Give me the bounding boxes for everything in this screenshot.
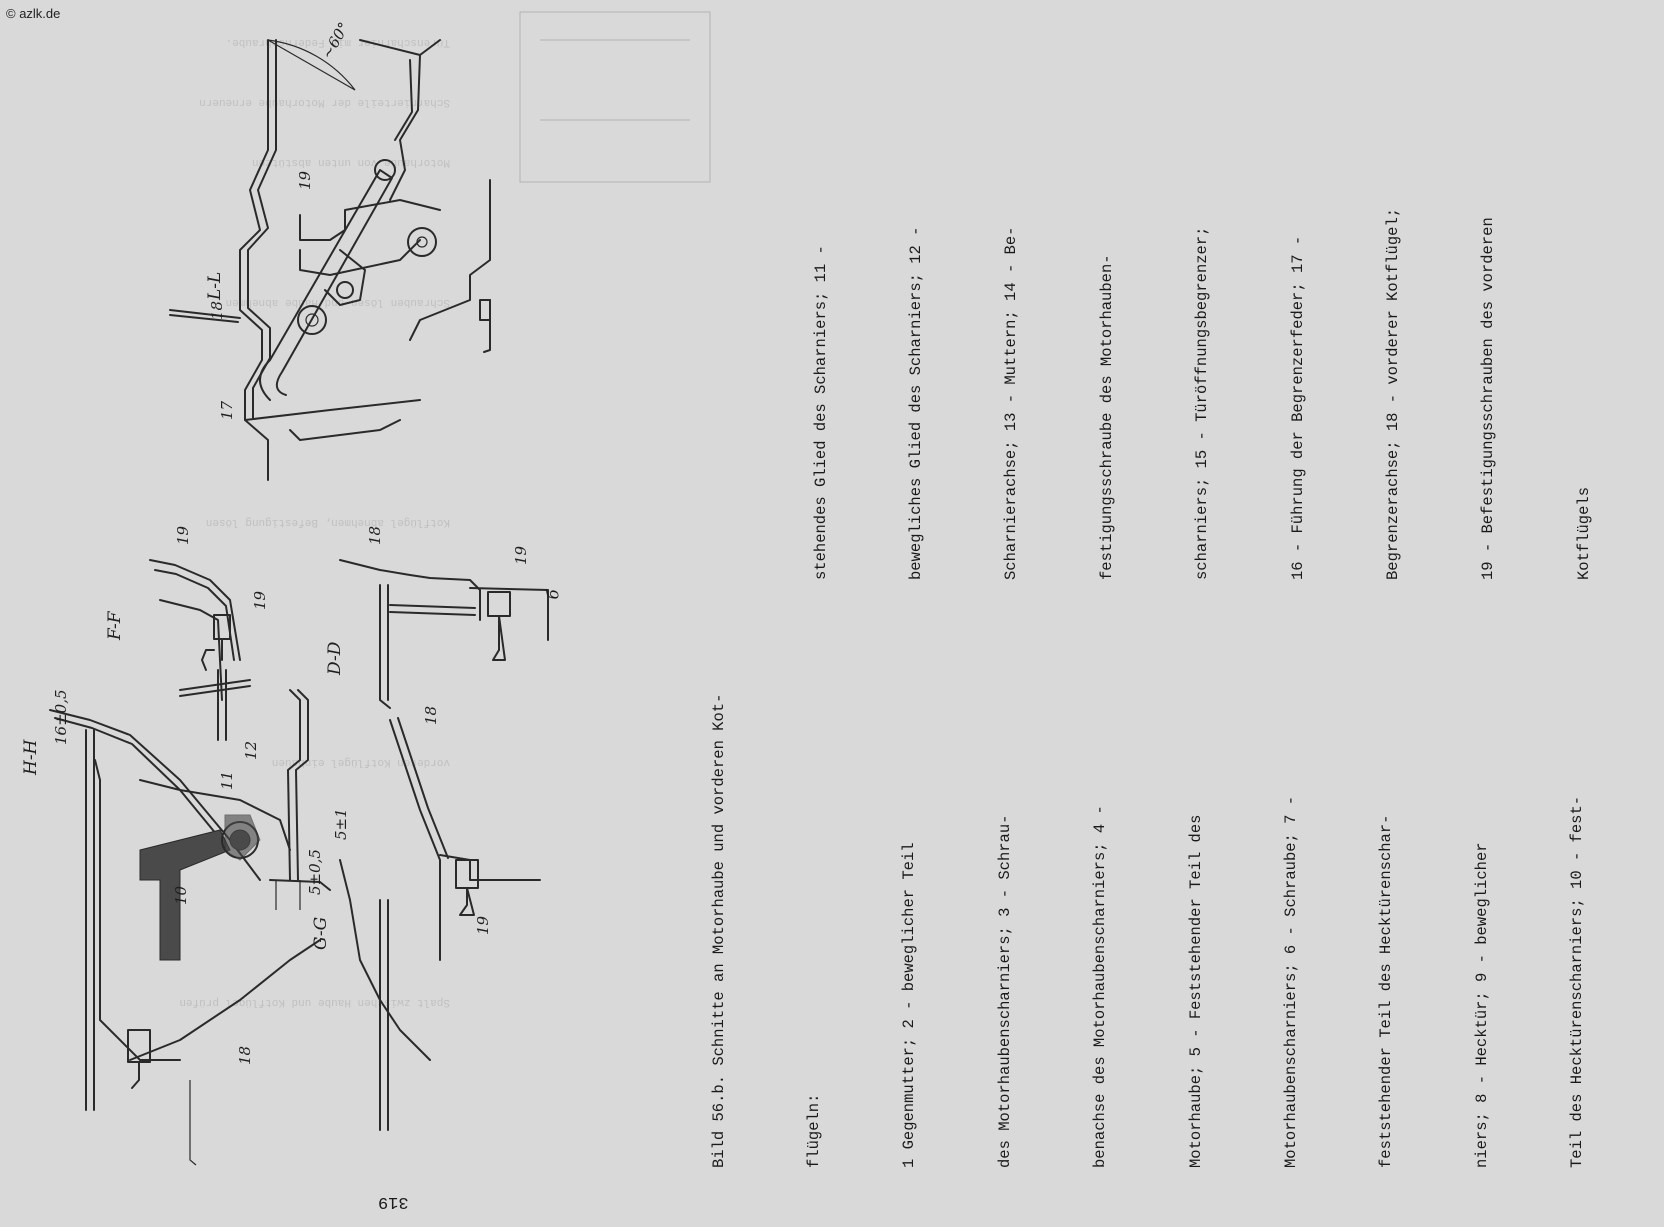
svg-text:Schrauben lösen und Haube abne: Schrauben lösen und Haube abnehmen: [225, 296, 450, 308]
caption-line: bewegliches Glied des Scharniers; 12 -: [906, 226, 925, 580]
section-ff-drawing: [150, 560, 250, 740]
bleed-through-ghost: [179, 12, 710, 1008]
section-dd-label: D-D: [325, 641, 345, 675]
callout-19-ff: 19: [251, 590, 269, 610]
caption-line: 1 Gegenmutter; 2 - beweglicher Teil: [900, 842, 919, 1168]
callout-18-dd: 18: [366, 525, 384, 545]
dimension-gg-gap: 5±0,5: [306, 849, 324, 895]
dimension-lower-gap: 5±1: [332, 808, 350, 840]
caption-line: niers; 8 - Hecktür; 9 - beweglicher: [1472, 842, 1491, 1168]
caption-line: 16 - Führung der Begrenzerfeder; 17 -: [1288, 235, 1307, 580]
callout-17: 19: [296, 170, 314, 190]
watermark: © azlk.de: [6, 6, 61, 21]
svg-text:Motorhaube von unten abstützen: Motorhaube von unten abstützen: [251, 156, 450, 168]
caption-line: festigungsschraube des Motorhauben-: [1097, 254, 1116, 580]
section-gg-drawing: [340, 718, 540, 1130]
callout-11: 11: [218, 770, 236, 790]
callout-18-hh: 18: [236, 1045, 254, 1065]
caption-line: Scharnierachse; 13 - Muttern; 14 - Be-: [1002, 226, 1021, 580]
callout-19-dd: 19: [512, 545, 530, 565]
section-hh-label: H-H: [21, 739, 41, 775]
caption-line: stehendes Glied des Scharniers; 11 -: [811, 245, 830, 580]
callout-19-lower: 19: [474, 915, 492, 935]
svg-text:Scharnierteile der Motorhaube: Scharnierteile der Motorhaube erneuern: [199, 96, 450, 108]
section-gg-label: G-G: [311, 916, 331, 950]
callout-12: 12: [242, 740, 260, 760]
dimension-hh-gap: 16±0,5: [52, 689, 70, 745]
callout-18-lower: 18: [422, 705, 440, 725]
svg-text:vorderen Kotflügel einbauen: vorderen Kotflügel einbauen: [271, 756, 450, 768]
stray-mark: б: [543, 589, 563, 600]
caption-line: scharniers; 15 - Türöffnungsbegrenzer;: [1193, 226, 1212, 580]
callout-15: 17: [218, 400, 236, 420]
figure-caption-continued: [742, 60, 1664, 580]
caption-line: Begrenzerachse; 18 - vorderer Kotflügel;: [1383, 207, 1402, 580]
svg-text:Kotflügel abnehmen, Befestigun: Kotflügel abnehmen, Befestigung lösen: [205, 516, 450, 528]
caption-line: Teil des Hecktürenscharniers; 10 - fest-: [1568, 795, 1587, 1168]
section-ff-label: F-F: [105, 611, 125, 640]
callout-10: 10: [172, 885, 190, 905]
caption-line: Kotflügels: [1574, 486, 1593, 580]
caption-line: Motorhaube; 5 - Feststehender Teil des: [1186, 814, 1205, 1168]
caption-line: flügeln:: [804, 1093, 823, 1168]
caption-line: des Motorhaubenscharniers; 3 - Schrau-: [995, 814, 1014, 1168]
caption-line: feststehender Teil des Hecktürenschar-: [1377, 814, 1396, 1168]
callout-18-ff: 19: [174, 525, 192, 545]
section-dd-drawing: [340, 560, 548, 708]
section-ll-label: L-L: [205, 271, 225, 300]
caption-line: Bild 56.b. Schnitte an Motorhaube und vorderen Kot-: [709, 693, 728, 1168]
dimension-angle: ~60°: [317, 19, 354, 63]
svg-text:Spalt zwischen Haube und Kotfl: Spalt zwischen Haube und Kotflügel prüfen: [179, 996, 450, 1008]
caption-line: Motorhaubenscharniers; 6 - Schraube; 7 -: [1281, 795, 1300, 1168]
caption-line: 19 - Befestigungsschrauben des vorderen: [1479, 217, 1498, 580]
callout-16: 18: [208, 300, 226, 320]
caption-line: benachse des Motorhaubenscharniers; 4 -: [1091, 805, 1110, 1168]
svg-text:Türenscharnier mit Federnschra: Türenscharnier mit Federnschraube.: [225, 36, 450, 48]
page-number: 319: [378, 1192, 409, 1211]
